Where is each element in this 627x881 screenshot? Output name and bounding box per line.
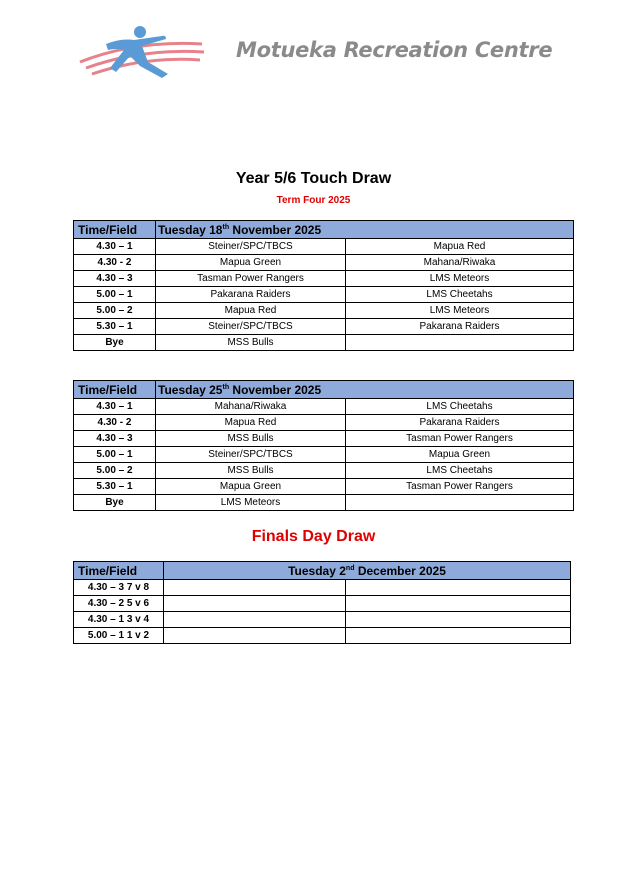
time-field-cell: 5.00 – 1	[74, 447, 156, 463]
team2-cell	[346, 495, 574, 511]
team1-cell: Steiner/SPC/TBCS	[156, 447, 346, 463]
table-row	[74, 287, 574, 303]
table-row	[74, 431, 574, 447]
table-row	[74, 335, 574, 351]
team1-cell	[164, 580, 346, 596]
team1-cell: Mapua Green	[156, 255, 346, 271]
team2-cell	[346, 628, 571, 644]
round2-date-header: Tuesday 25th November 2025	[156, 381, 574, 399]
finals-draw-table	[73, 561, 571, 644]
team1-cell: MSS Bulls	[156, 463, 346, 479]
time-field-cell: 4.30 – 2 5 v 6	[74, 596, 164, 612]
finals-time-field-header: Time/Field	[74, 562, 164, 580]
time-field-cell: 5.00 – 1	[74, 287, 156, 303]
table-row	[74, 415, 574, 431]
table-row	[74, 596, 571, 612]
team1-cell: Steiner/SPC/TBCS	[156, 239, 346, 255]
team1-cell	[164, 596, 346, 612]
time-field-cell: 4.30 - 2	[74, 255, 156, 271]
time-field-cell: 4.30 – 3	[74, 271, 156, 287]
team2-cell: Mapua Green	[346, 447, 574, 463]
team2-cell	[346, 612, 571, 628]
time-field-cell: 4.30 – 1	[74, 239, 156, 255]
time-field-cell: 4.30 – 1 3 v 4	[74, 612, 164, 628]
time-field-cell: 4.30 – 1	[74, 399, 156, 415]
team2-cell: Pakarana Raiders	[346, 415, 574, 431]
table-row	[74, 239, 574, 255]
team2-cell: LMS Cheetahs	[346, 463, 574, 479]
finals-date-header: Tuesday 2nd December 2025	[164, 562, 571, 580]
round1-time-field-header: Time/Field	[74, 221, 156, 239]
team1-cell: LMS Meteors	[156, 495, 346, 511]
time-field-cell: 4.30 - 2	[74, 415, 156, 431]
team2-cell	[346, 580, 571, 596]
time-field-cell: 5.30 – 1	[74, 479, 156, 495]
time-field-cell: Bye	[74, 495, 156, 511]
team1-cell: MSS Bulls	[156, 431, 346, 447]
finals-header-row	[74, 562, 571, 580]
round1-header-row	[74, 221, 574, 239]
table-row	[74, 271, 574, 287]
round2-time-field-header: Time/Field	[74, 381, 156, 399]
finals-title: Finals Day Draw	[251, 528, 376, 545]
time-field-cell: 4.30 – 3 7 v 8	[74, 580, 164, 596]
team2-cell: Mahana/Riwaka	[346, 255, 574, 271]
team2-cell: Tasman Power Rangers	[346, 431, 574, 447]
table-row	[74, 612, 571, 628]
logo-text: Motueka Recreation Centre	[236, 38, 553, 62]
team1-cell	[164, 612, 346, 628]
running-figure-logo-icon	[76, 22, 206, 82]
team2-cell: Tasman Power Rangers	[346, 479, 574, 495]
round1-date-header: Tuesday 18th November 2025	[156, 221, 574, 239]
team2-cell	[346, 596, 571, 612]
team1-cell: MSS Bulls	[156, 335, 346, 351]
team2-cell	[346, 335, 574, 351]
time-field-cell: 5.30 – 1	[74, 319, 156, 335]
time-field-cell: 4.30 – 3	[74, 431, 156, 447]
team2-cell: Mapua Red	[346, 239, 574, 255]
table-row	[74, 255, 574, 271]
time-field-cell: Bye	[74, 335, 156, 351]
round1-draw-table	[73, 220, 574, 351]
team1-cell: Pakarana Raiders	[156, 287, 346, 303]
team1-cell: Mapua Red	[156, 415, 346, 431]
table-row	[74, 399, 574, 415]
team1-cell: Mapua Red	[156, 303, 346, 319]
time-field-cell: 5.00 – 2	[74, 463, 156, 479]
time-field-cell: 5.00 – 2	[74, 303, 156, 319]
team1-cell: Mapua Green	[156, 479, 346, 495]
page-subtitle: Term Four 2025	[276, 195, 351, 206]
round2-draw-table	[73, 380, 574, 511]
table-row	[74, 319, 574, 335]
team1-cell: Mahana/Riwaka	[156, 399, 346, 415]
table-row	[74, 495, 574, 511]
round2-header-row	[74, 381, 574, 399]
team2-cell: LMS Meteors	[346, 303, 574, 319]
table-row	[74, 463, 574, 479]
time-field-cell: 5.00 – 1 1 v 2	[74, 628, 164, 644]
team2-cell: LMS Cheetahs	[346, 287, 574, 303]
table-row	[74, 303, 574, 319]
team1-cell: Tasman Power Rangers	[156, 271, 346, 287]
table-row	[74, 447, 574, 463]
page-title: Year 5/6 Touch Draw	[235, 170, 392, 187]
table-row	[74, 479, 574, 495]
table-row	[74, 580, 571, 596]
team2-cell: LMS Cheetahs	[346, 399, 574, 415]
team2-cell: Pakarana Raiders	[346, 319, 574, 335]
team1-cell: Steiner/SPC/TBCS	[156, 319, 346, 335]
team1-cell	[164, 628, 346, 644]
team2-cell: LMS Meteors	[346, 271, 574, 287]
table-row	[74, 628, 571, 644]
